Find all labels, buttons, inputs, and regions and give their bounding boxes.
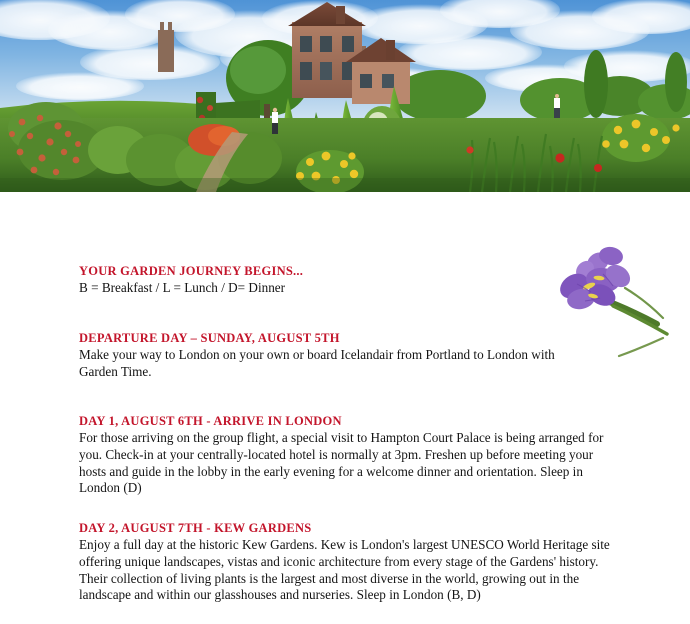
hero-garden-photo: [0, 0, 690, 192]
section-departure-day: [79, 331, 579, 381]
garden-panorama-illustration: [0, 0, 690, 192]
itinerary-content: [0, 192, 690, 624]
section-intro: [79, 264, 549, 297]
section-heading: DAY 1, AUGUST 6TH - ARRIVE IN LONDON: [79, 414, 342, 428]
section-heading: DEPARTURE DAY – SUNDAY, AUGUST 5TH: [79, 331, 340, 345]
section-body: B = Breakfast / L = Lunch / D= Dinner: [79, 280, 286, 295]
section-body: For those arriving on the group flight, a special visit to Hampton Court Palace is being arranged for you. Check-in at your centrally-located hotel is normally at 3pm. Freshen up before meeting your hosts and guide in the lobby in the early evening for a welcome dinner and orientation. Sleep in London (D): [79, 430, 604, 496]
section-day-2: [79, 521, 614, 604]
section-day-1: [79, 414, 604, 497]
section-heading: DAY 2, AUGUST 7TH - KEW GARDENS: [79, 521, 312, 535]
section-body: Make your way to London on your own or board Icelandair from Portland to London with Garden Time.: [79, 347, 555, 379]
section-heading: YOUR GARDEN JOURNEY BEGINS...: [79, 264, 304, 278]
section-body: Enjoy a full day at the historic Kew Gardens. Kew is London's largest UNESCO World Heritage site offering unique landscapes, vistas and iconic architecture from every stage of the Gardens' history. Their collection of living plants is the largest and most diverse in the world, growing out in the landscape and within our glasshouses and nurseries. Sleep in London (B, D): [79, 537, 610, 603]
